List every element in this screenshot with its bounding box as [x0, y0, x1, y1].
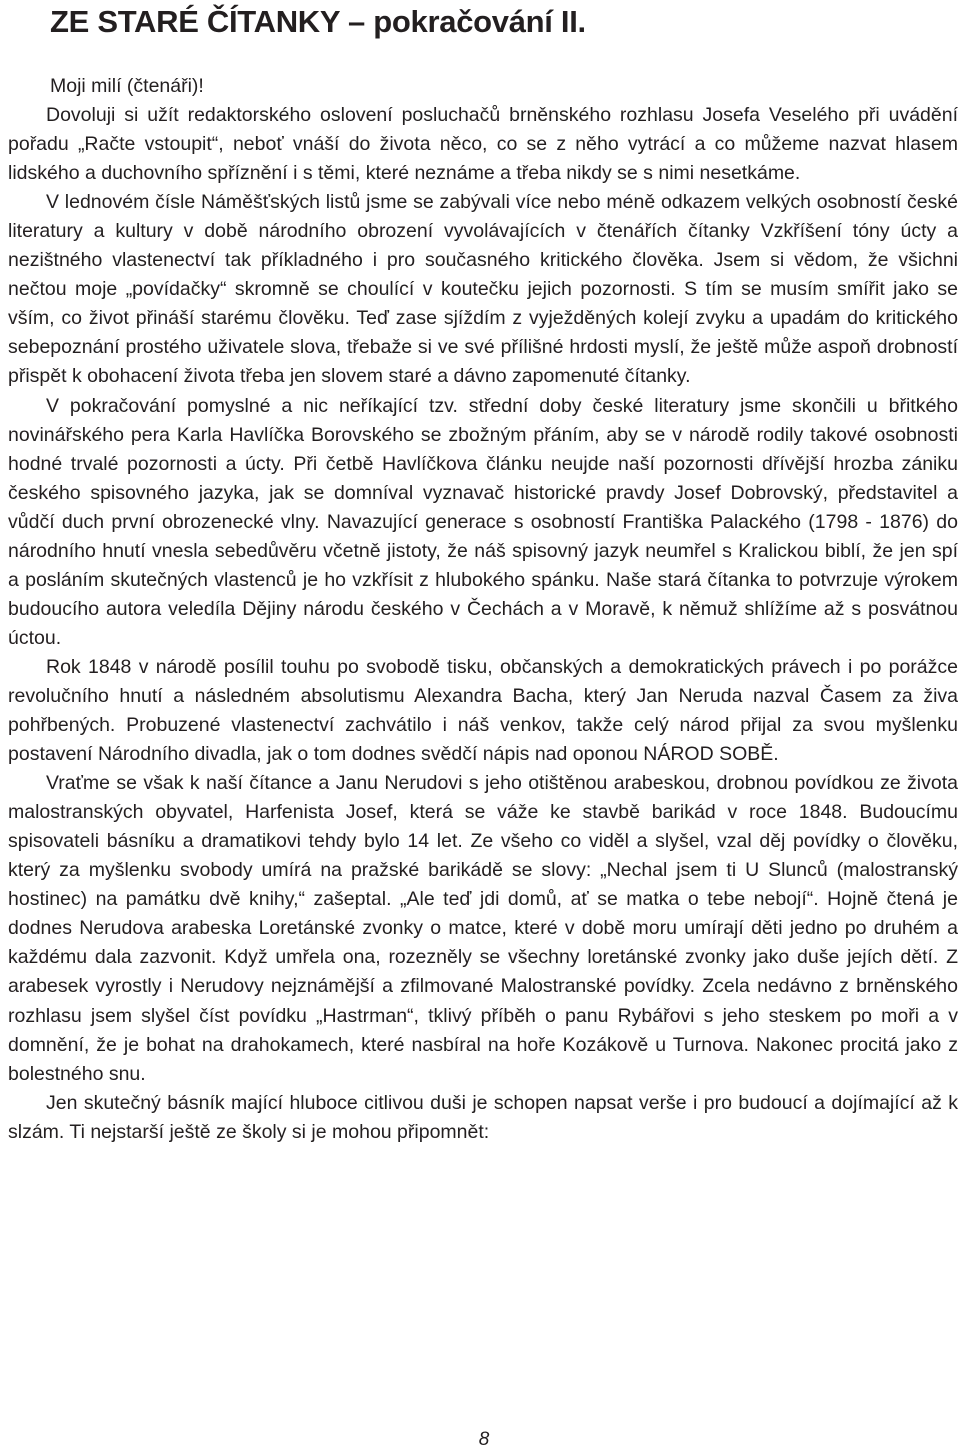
article-title: ZE STARÉ ČÍTANKY – pokračování II. [50, 4, 586, 39]
page-number: 8 [478, 1429, 490, 1450]
paragraph: V pokračování pomyslné a nic neříkající tzv. střední doby české literatury jsme skončili u břitkého novinářského pera Karla Havlíčka Borovského se zbožným přáním, aby se v národě rodily takové osobnosti hodné trvalé pozornosti a úcty. Při četbě Havlíčkova článku neujde naší pozornosti dřívější hrozba zániku českého spisovného jazyka, jak se domníval vyznavač historické pravdy Josef Dobrovský, představitel a vůdčí duch první obrozenecké vlny. Navazující generace s osobností Františka Palackého (1798 - 1876) do národního hnutí vnesla sebedůvěru včetně jistoty, že náš spisovný jazyk neumřel s Kralickou biblí, že jen spí a posláním skutečných vlastenců je ho vzkřísit z hlubokého spánku. Naše stará čítanka to potvrzuje výrokem budoucího autora veledíla Dějiny národu českého v Čechách a v Moravě, k němuž shlížíme až s posvátnou úctou. [8, 394, 958, 649]
paragraph: V lednovém čísle Náměšťských listů jsme se zabývali více nebo méně odkazem velkých osobností české literatury a kultury v době národního obrození vyvolávajících v čtenářích čítanky Vzkříšení tóny úcty a nezištného vlastenectví tak příkladného i pro současného kritického člověka. Jsem si vědom, že všichni nečtou moje „povídačky“ skromně se choulící v koutečku jejich pozornosti. S tím se musím smířit jako se vším, co život přináší starému člověku. Teď zase sjíždím z vyježděných kolejí zvyku a upadám do kritického sebepoznání prostého uživatele slova, třebaže si ve své přílišné hrdosti myslí, že ještě může aspoň drobností přispět k obohacení života třeba jen slovem staré a dávno zapomenuté čítanky. [8, 191, 958, 388]
paragraph: Rok 1848 v národě posílil touhu po svobodě tisku, občanských a demokratických právech i po porážce revolučního hnutí a následném absolutismu Alexandra Bacha, který Jan Neruda nazval Časem za živa pohřbených. Probuzené vlastenectví zachvátilo i náš venkov, takže celý národ přijal za svou myšlenku postavení Národního divadla, jak o tom dodnes svědčí nápis nad oponou NÁROD SOBĚ. [8, 655, 958, 766]
salutation: Moji milí (čtenáři)! [50, 75, 204, 97]
article-body [8, 72, 958, 1147]
paragraph: Vraťme se však k naší čítance a Janu Nerudovi s jeho otištěnou arabeskou, drobnou povídkou ze života malostranských obyvatel, Harfenista Josef, která se váže ke stavbě barikád v roce 1848. Budoucímu spisovateli básníku a dramatikovi tehdy bylo 14 let. Ze všeho co viděl a slyšel, vzal děj povídky o člověku, který za myšlenku svobody umírá na pražské barikádě se slovy: „Nechal jsem ti U Slunců (malostranský hostinec) na památku dvě knihy,“ zašeptal. „Ale teď jdi domů, ať se matka o tebe nebojí“. Hojně čtená je dodnes Nerudova arabeska Loretánské zvonky o matce, které v době moru umírají děti jedno po druhém a každému dala zazvonit. Když umřela ona, rozezněly se všechny loretánské zvonky jako duše jejích dětí. Z arabesek vyrostly i Nerudovy nejznámější a zfilmované Malostranské povídky. Zcela nedávno z brněnského rozhlasu jsem slyšel číst povídku „Hastrman“, tklivý příběh o panu Rybářovi s jeho steskem po moři a v domnění, že je bohat na drahokamech, které nasbíral na hoře Kozákově u Turnova. Nakonec procitá jako z bolestného snu. [8, 772, 958, 1085]
paragraph: Dovoluji si užít redaktorského oslovení posluchačů brněnského rozhlasu Josefa Veselého při uvádění pořadu „Račte vstoupit“, neboť vnáší do života něco, co se z něho vytrácí a co můžeme nazvat hlasem lidského a duchovního spříznění i s těmi, které neznáme a třeba nikdy se s nimi nesetkáme. [8, 104, 958, 185]
paragraph: Jen skutečný básník mající hluboce citlivou duši je schopen napsat verše i pro budoucí a dojímající až k slzám. Ti nejstarší ještě ze školy si je mohou připomnět: [8, 1091, 958, 1143]
